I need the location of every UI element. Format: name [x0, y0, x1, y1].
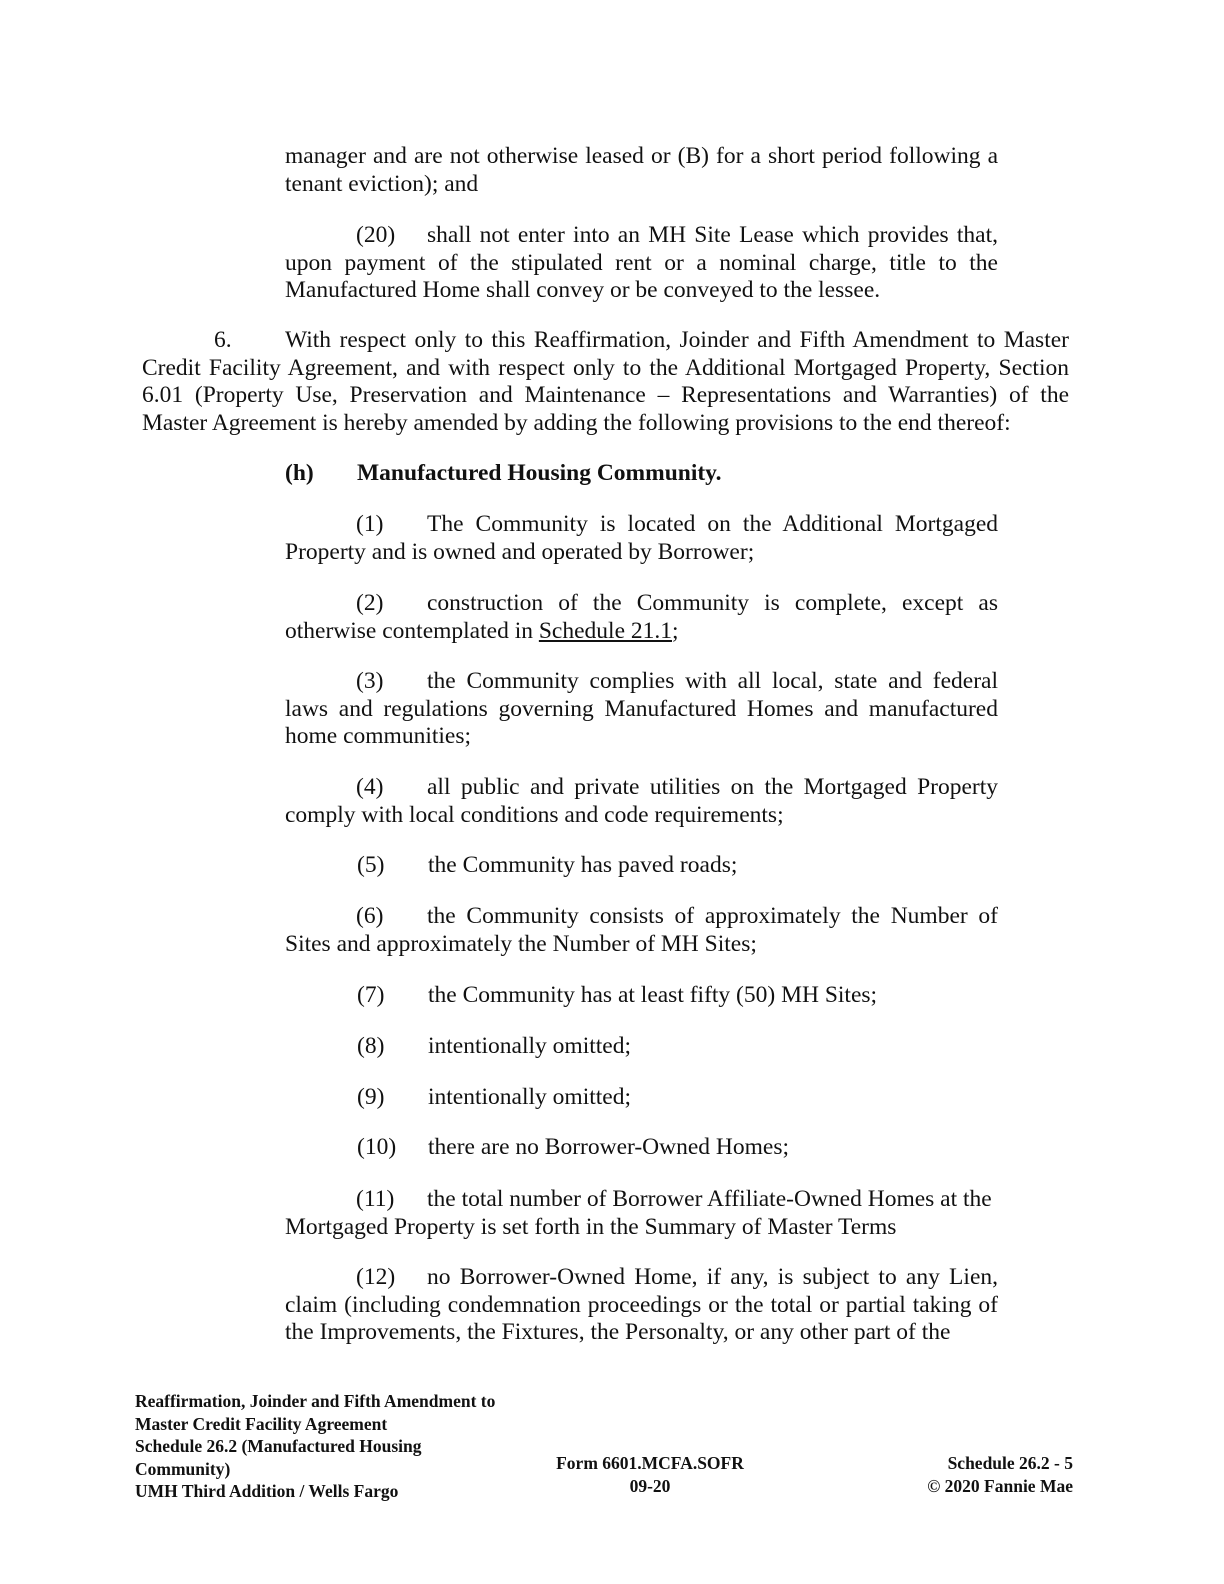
section-text: With respect only to this Reaffirmation, Joinder and Fifth Amendment to Master Credit Facility Agreement, and with respect only to the Additional Mortgaged Property, Section 6.01 (Property Use, Preservation and Maintenance – Representations and Warranties) of the Master Agreement is hereby amended by adding the following provisions to the end thereof:	[142, 327, 1069, 436]
footer-line: 09-20	[629, 1475, 671, 1496]
footer-form-number	[540, 1452, 760, 1497]
section-number: 6.	[214, 327, 232, 353]
heading-text: Manufactured Housing Community.	[357, 460, 722, 486]
item-text: the Community has paved roads;	[428, 852, 738, 878]
item-number: (11)	[356, 1186, 395, 1212]
item-8	[357, 1033, 631, 1061]
subsection-heading	[285, 460, 998, 488]
item-number: (2)	[356, 590, 384, 616]
item-text: intentionally omitted;	[428, 1084, 631, 1110]
item-number: (8)	[357, 1033, 385, 1059]
item-text: the Community has at least fifty (50) MH Sites;	[428, 982, 878, 1008]
footer-page-number	[880, 1452, 1073, 1497]
footer-line: Schedule 26.2 (Manufactured Housing	[135, 1436, 422, 1456]
item-text: there are no Borrower-Owned Homes;	[428, 1134, 790, 1160]
footer-line: Reaffirmation, Joinder and Fifth Amendment to	[135, 1391, 496, 1411]
item-number: (20)	[356, 222, 396, 248]
item-text: intentionally omitted;	[428, 1033, 631, 1059]
item-text-end: ;	[672, 617, 679, 644]
item-4	[285, 774, 998, 829]
item-11	[285, 1186, 998, 1241]
item-text: the Community consists of approximately the Number of Sites and approximately the Number of MH Sites;	[285, 903, 998, 957]
footer-line: Master Credit Facility Agreement	[135, 1413, 388, 1434]
footer-line: Community)	[135, 1458, 231, 1479]
item-6	[285, 903, 998, 958]
footer-line: Form 6601.MCFA.SOFR	[556, 1453, 744, 1473]
heading-number: (h)	[285, 460, 314, 486]
item-number: (6)	[356, 903, 384, 929]
item-number: (7)	[357, 982, 385, 1008]
item-3	[285, 668, 998, 751]
item-text: the total number of Borrower Affiliate-Owned Homes at the Mortgaged Property is set forth in the Summary of Master Terms	[285, 1186, 992, 1240]
item-number: (9)	[357, 1084, 385, 1110]
footer-line: UMH Third Addition / Wells Fargo	[135, 1481, 399, 1501]
item-12	[285, 1264, 998, 1347]
item-7	[357, 982, 877, 1010]
item-number: (3)	[356, 668, 384, 694]
item-5	[357, 852, 737, 880]
item-9	[357, 1084, 631, 1112]
continuation-paragraph: manager and are not otherwise leased or (B) for a short period following a tenant eviction); and	[285, 143, 998, 197]
footer-document-title	[135, 1390, 565, 1503]
item-text: construction of the Community is complete, except as otherwise contemplated in	[285, 590, 998, 644]
item-number: (12)	[356, 1264, 396, 1290]
item-text: shall not enter into an MH Site Lease which provides that, upon payment of the stipulated rent or a nominal charge, title to the Manufactured Home shall convey or be conveyed to the lessee.	[285, 222, 998, 303]
item-1	[285, 511, 998, 566]
item-text: the Community complies with all local, state and federal laws and regulations governing Manufactured Homes and manufactured home communities;	[285, 668, 998, 749]
item-number: (4)	[356, 774, 384, 800]
item-text: no Borrower-Owned Home, if any, is subject to any Lien, claim (including condemnation proceedings or the total or partial taking of the Improvements, the Fixtures, the Personalty, or any other part of the	[285, 1264, 998, 1345]
item-text: all public and private utilities on the Mortgaged Property comply with local conditions and code requirements;	[285, 774, 998, 828]
item-number: (10)	[357, 1134, 397, 1160]
schedule-reference-link[interactable]: Schedule 21.1	[538, 617, 672, 644]
item-text: The Community is located on the Additional Mortgaged Property and is owned and operated by Borrower;	[285, 511, 998, 565]
item-number: (5)	[357, 852, 385, 878]
footer-line: © 2020 Fannie Mae	[927, 1475, 1073, 1496]
footer-line: Schedule 26.2 - 5	[947, 1453, 1073, 1473]
item-2	[285, 590, 998, 645]
item-20	[285, 222, 998, 305]
section-6-paragraph	[142, 327, 1069, 437]
item-number: (1)	[356, 511, 384, 537]
item-10	[357, 1134, 789, 1162]
